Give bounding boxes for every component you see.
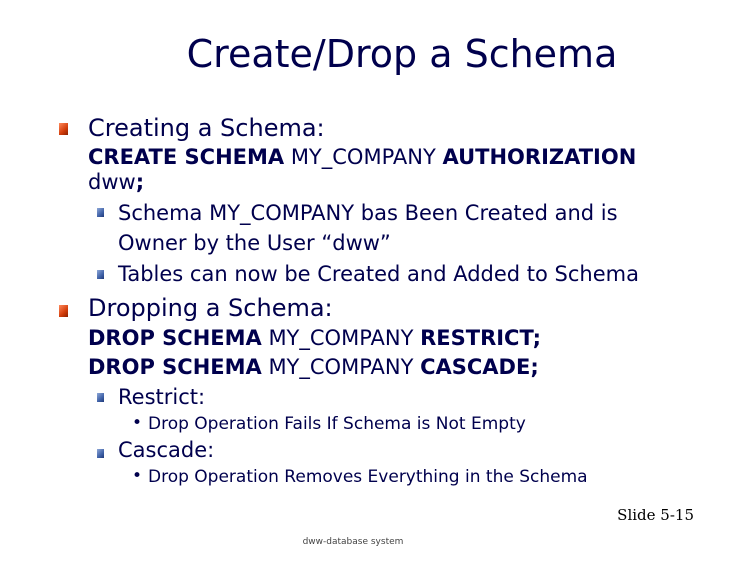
- code-keyword: DROP SCHEMA: [88, 355, 262, 379]
- section-heading-create: Creating a Schema:: [88, 114, 325, 142]
- bullet-dot-icon: •: [132, 413, 143, 433]
- footer-text: dww-database system: [302, 537, 404, 547]
- list-item-text: Schema MY_COMPANY bas Been Created and is: [118, 201, 618, 225]
- list-item-text: Restrict:: [118, 385, 206, 409]
- list-item-text: Cascade:: [118, 438, 215, 462]
- code-line-drop-cascade: [88, 355, 539, 379]
- sub-bullet-icon: [97, 270, 104, 279]
- bullet-dot-icon: •: [132, 466, 143, 486]
- sub-bullet-icon: [97, 449, 104, 458]
- code-keyword: CASCADE;: [420, 355, 539, 379]
- code-identifier: MY_COMPANY: [261, 355, 421, 379]
- code-keyword: CREATE SCHEMA: [88, 145, 285, 169]
- list-item-text: Tables can now be Created and Added to Schema: [118, 262, 639, 286]
- code-line-drop-restrict: [88, 326, 541, 350]
- list-subitem-text: Drop Operation Fails If Schema is Not Empty: [148, 414, 526, 434]
- section-bullet-icon: [59, 305, 68, 317]
- list-subitem-text: Drop Operation Removes Everything in the Schema: [148, 467, 588, 487]
- section-bullet-icon: [59, 123, 68, 135]
- code-keyword: DROP SCHEMA: [88, 326, 262, 350]
- code-identifier: MY_COMPANY: [284, 145, 443, 169]
- sub-bullet-icon: [97, 393, 104, 402]
- sub-bullet-icon: [97, 208, 104, 217]
- code-terminator: ;: [135, 170, 145, 194]
- code-keyword: AUTHORIZATION: [442, 145, 637, 169]
- section-heading-drop: Dropping a Schema:: [88, 294, 333, 322]
- code-line-create-1: [88, 145, 636, 169]
- code-identifier: dww: [88, 170, 136, 194]
- code-identifier: MY_COMPANY: [261, 326, 421, 350]
- list-item-text: Owner by the User “dww”: [118, 231, 391, 255]
- slide-number: Slide 5-15: [617, 506, 694, 524]
- code-keyword: RESTRICT;: [420, 326, 542, 350]
- slide-title: Create/Drop a Schema: [186, 32, 618, 76]
- code-line-create-2: [88, 170, 144, 194]
